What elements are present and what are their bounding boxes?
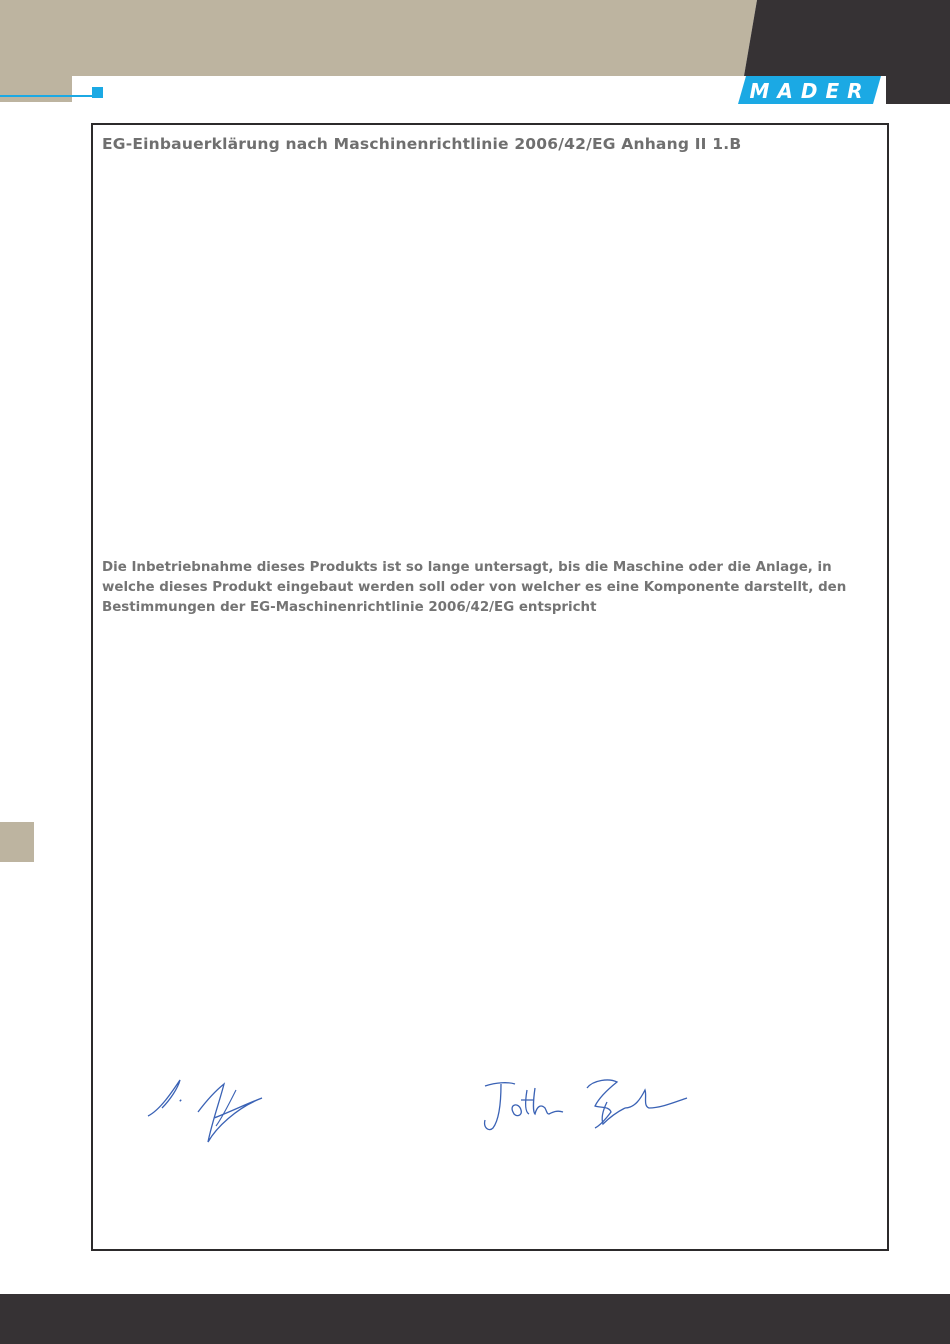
body-line: Die Inbetriebnahme dieses Produkts ist so lange untersagt, bis die Maschine oder die Anlage, in	[102, 560, 832, 575]
header-beige-band	[0, 0, 757, 102]
body-line: welche dieses Produkt eingebaut werden soll oder von welcher es eine Komponente darstellt, den	[102, 580, 847, 595]
document-body	[102, 558, 872, 618]
document-title: EG-Einbauerklärung nach Maschinenrichtlinie 2006/42/EG Anhang II 1.B	[102, 135, 742, 153]
header-accent-square	[92, 87, 103, 98]
page-footer	[0, 1294, 950, 1344]
mader-logo-text: MADER	[749, 79, 871, 103]
side-tab-marker	[0, 822, 34, 862]
mader-logo	[738, 76, 881, 104]
body-line: Bestimmungen der EG-Maschinenrichtlinie 2006/42/EG entspricht	[102, 600, 597, 615]
signature-left	[140, 1070, 280, 1150]
signature-right	[475, 1068, 695, 1138]
